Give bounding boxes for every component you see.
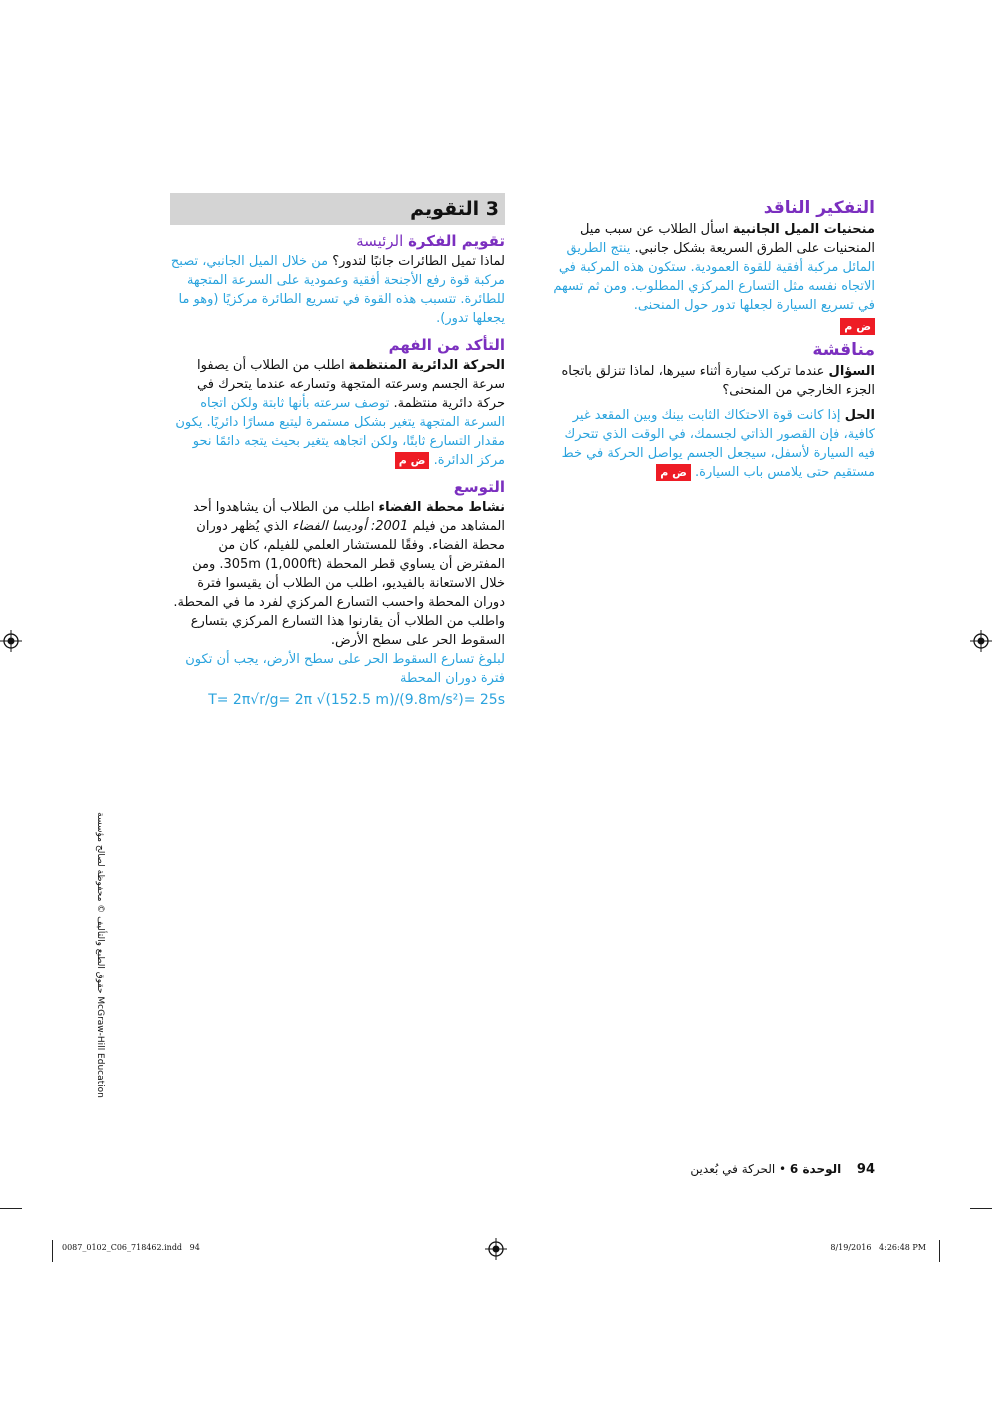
- registration-mark-icon: [970, 630, 992, 652]
- skill-badge: ض م: [840, 318, 875, 335]
- page-footer: [600, 1162, 875, 1177]
- crop-mark: [52, 1240, 53, 1262]
- idea-question: لماذا تميل الطائرات جانبًا لتدور؟: [332, 254, 505, 269]
- skill-badge: ض م: [656, 464, 691, 481]
- expand-paragraph: نشاط محطة الفضاء اطلب من الطلاب أن يشاهدوا أحد المشاهد من فيلم 2001: أوديسا الفضاء الذي يُظهر دوران محطة الفضاء. وفقًا للمستشار العلمي للفيلم، كان من المفترض أن يساوي قطر المحطة 305m (1,000ft). ومن خلال الاستعانة بالفيديو، اطلب من الطلاب أن يقيسوا فترة دوران المحطة واحسب التسارع المركزي لفرد ما في المحطة. واطلب من الطلاب أن يقارنوا هذا التسارع المركزي بتسارع السقوط الحر على سطح الأرض.: [173, 500, 505, 648]
- check-question: اطلب من الطلاب أن يصفوا سرعة الجسم وسرعته المتجهة وتسارعه عندما يتحرك في حركة دائرية منتظمة.: [196, 358, 505, 411]
- discussion-question: [545, 362, 875, 400]
- unit-label: الوحدة 6: [789, 1162, 842, 1176]
- check-answer: توصف سرعته بأنها ثابتة ولكن اتجاه السرعة المتجهة يتغير بشكل مستمرة ليتبع مسارًا دائريًا. يكون مقدار التسارع ثابتًا، ولكن اتجاهه يتغير بحيث يتجه دائمًا نحو مركز الدائرة.: [175, 396, 505, 468]
- unit-title: • الحركة في بُعدين: [690, 1162, 790, 1176]
- idea-answer: من خلال الميل الجانبي، تصبح مركبة قوة رفع الأجنحة أفقية وعمودية على السرعة المتجهة للطائرة. تتسبب هذه القوة في تسريع الطائرة مركزيًا (وهو ما يجعلها تدور).: [170, 254, 505, 326]
- critical-question: اسأل الطلاب عن سبب ميل المنحنيات على الطرق السريعة بشكل جانبي.: [579, 222, 875, 256]
- question-text: عندما تركب سيارة أثناء سيرها، لماذا تنزلق باتجاه الجزء الخارجي من المنحنى؟: [561, 364, 875, 398]
- question-label: السؤال: [828, 364, 875, 379]
- check-title: التأكد من الفهم: [388, 336, 505, 354]
- copyright-credit: حقوق الطبع والتأليف © محفوظة لصالح مؤسسة McGraw-Hill Education: [95, 812, 105, 1098]
- skill-badge: ض م: [395, 452, 430, 469]
- critical-thinking-title: التفكير الناقد: [763, 198, 875, 218]
- answer-label: الحل: [844, 408, 875, 423]
- crop-mark: [939, 1240, 940, 1262]
- slug-date: 8/19/2016 4:26:48 PM: [830, 1243, 926, 1252]
- assessment-header-bar: [170, 193, 505, 225]
- assessment-header: 3 التقويم: [410, 198, 499, 220]
- registration-mark-icon: [485, 1238, 507, 1260]
- discussion-answer: [545, 406, 875, 482]
- page-number: 94: [856, 1162, 875, 1177]
- check-lead: الحركة الدائرية المنتظمة: [348, 358, 505, 373]
- answer-text: إذا كانت قوة الاحتكاك الثابت بينك وبين المقعد غير كافية، فإن القصور الذاتي لجسمك، في الوقت الذي تتحرك فيه السيارة لأسفل، سيجعل الجسم يواصل الحركة في خط مستقيم حتى يلامس باب السيارة.: [561, 408, 875, 480]
- station-diameter: 305m (1,000ft): [223, 557, 322, 572]
- registration-mark-icon: [0, 630, 22, 652]
- expand-lead: نشاط محطة الفضاء: [378, 500, 505, 515]
- expand-answer: لبلوغ تسارع السقوط الحر على سطح الأرض، يجب أن تكون فترة دوران المحطة: [185, 652, 505, 686]
- slug-file: 0087_0102_C06_718462.indd 94: [62, 1243, 200, 1252]
- film-title: 2001: أوديسا الفضاء: [292, 519, 409, 534]
- idea-title: تقويم الفكرة الرئيسة: [356, 232, 505, 250]
- critical-thinking-paragraph: [545, 220, 875, 315]
- left-column: [170, 230, 505, 712]
- discussion-title: مناقشة: [812, 340, 875, 360]
- crop-mark: [970, 1208, 992, 1209]
- expand-title: التوسع: [453, 478, 505, 496]
- crop-mark: [0, 1208, 22, 1209]
- critical-lead: منحنيات الميل الجانبية: [732, 222, 875, 237]
- period-formula: T= 2π√r/g= 2π √(152.5 m)/(9.8m/s²)= 25s: [208, 692, 505, 708]
- right-column: [545, 196, 875, 482]
- idea-paragraph: [170, 252, 505, 328]
- critical-answer: ينتج الطريق المائل مركبة أفقية للقوة العمودية. ستكون هذه المركبة في الاتجاه نفسه مثل التسارع المركزي المطلوب. ومن ثم تسهم في تسريع السيارة لجعلها تدور حول المنحنى.: [553, 241, 875, 313]
- check-paragraph: [170, 356, 505, 470]
